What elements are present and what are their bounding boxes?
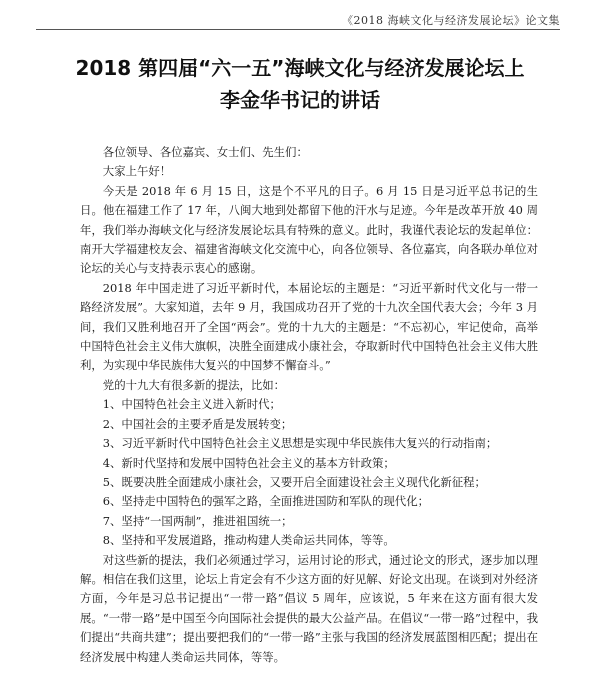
paragraph: 今天是 2018 年 6 月 15 日，这是个不平凡的日子。6 月 15 日是习近平总书记的生日。他在福建工作了 17 年，八闽大地到处都留下他的汗水与足迹。今年是改革开放 40 周年，我们举办海峡文化与经济发展论坛具有特殊的意义。此时，我谨代表论坛的发起单位：南开大学福建校友会、福建省海峡文化交流中心，向各位领导、各位嘉宾，向各联办单位对论坛的关心与支持表示衷心的感谢。 bbox=[80, 183, 538, 276]
list-item: 1、中国特色社会主义进入新时代； bbox=[102, 397, 281, 412]
title-line-2: 李金华书记的讲话 bbox=[220, 88, 380, 112]
list-item: 5、既要决胜全面建成小康社会，又要开启全面建设社会主义现代化新征程； bbox=[102, 474, 486, 489]
closing-paragraph: 对这些新的提法，我们必须通过学习，运用讨论的形式，通过论文的形式，逐步加以理解。相信在我们这里，论坛上肯定会有不少这方面的好见解、好论文出现。在谈到对外经济方面，今年是习总书记提出“一带一路”倡议 5 周年，应该说，5 年来在这方面有很大发展。“一带一路”是中国至今向国际社会提供的最大公益产品。在倡议“一带一路”过程中，我们提出“共商共建”；提出要把我们的“一带一路”主张与我国的经济发展蓝图相匹配；提出在经济发展中构建人类命运共同体，等等。 bbox=[80, 552, 538, 664]
good-morning: 大家上午好！ bbox=[102, 164, 172, 179]
header-rule-left bbox=[36, 29, 186, 30]
running-header bbox=[36, 12, 560, 32]
paragraph: 党的十九大有很多新的提法，比如： bbox=[102, 377, 286, 392]
list-item: 3、习近平新时代中国特色社会主义思想是实现中华民族伟大复兴的行动指南； bbox=[102, 436, 498, 451]
header-rule-right bbox=[186, 29, 560, 30]
speech-body bbox=[80, 143, 538, 667]
list-item: 2、中国社会的主要矛盾是发展转变； bbox=[102, 416, 293, 431]
running-title: 《2018 海峡文化与经济发展论坛》论文集 bbox=[342, 14, 560, 27]
list-item: 7、坚持“一国两制”，推进祖国统一； bbox=[102, 513, 293, 528]
list-item: 6、坚持走中国特色的强军之路，全面推进国防和军队的现代化； bbox=[102, 494, 429, 509]
list-item: 4、新时代坚持和发展中国特色社会主义的基本方针政策； bbox=[102, 455, 395, 470]
page-title bbox=[40, 52, 560, 116]
title-line-1: 2018 第四届“六一五”海峡文化与经济发展论坛上 bbox=[75, 56, 525, 80]
list-item: 8、坚持和平发展道路，推动构建人类命运共同体，等等。 bbox=[102, 533, 395, 548]
paragraph: 2018 年中国走进了习近平新时代，本届论坛的主题是：“习近平新时代文化与一带一路经济发展”。大家知道，去年 9 月，我国成功召开了党的十九次全国代表大会；今年 3 月间，我们又胜利地召开了全国“两会”。党的十九大的主题是：“不忘初心，牢记使命，高举中国特色社会主义伟大旗帜，决胜全面建成小康社会，夺取新时代中国特色社会主义伟大胜利，为实现中华民族伟大复兴的中国梦不懈奋斗。” bbox=[80, 280, 538, 373]
salutation: 各位领导、各位嘉宾、女士们、先生们： bbox=[102, 145, 308, 159]
